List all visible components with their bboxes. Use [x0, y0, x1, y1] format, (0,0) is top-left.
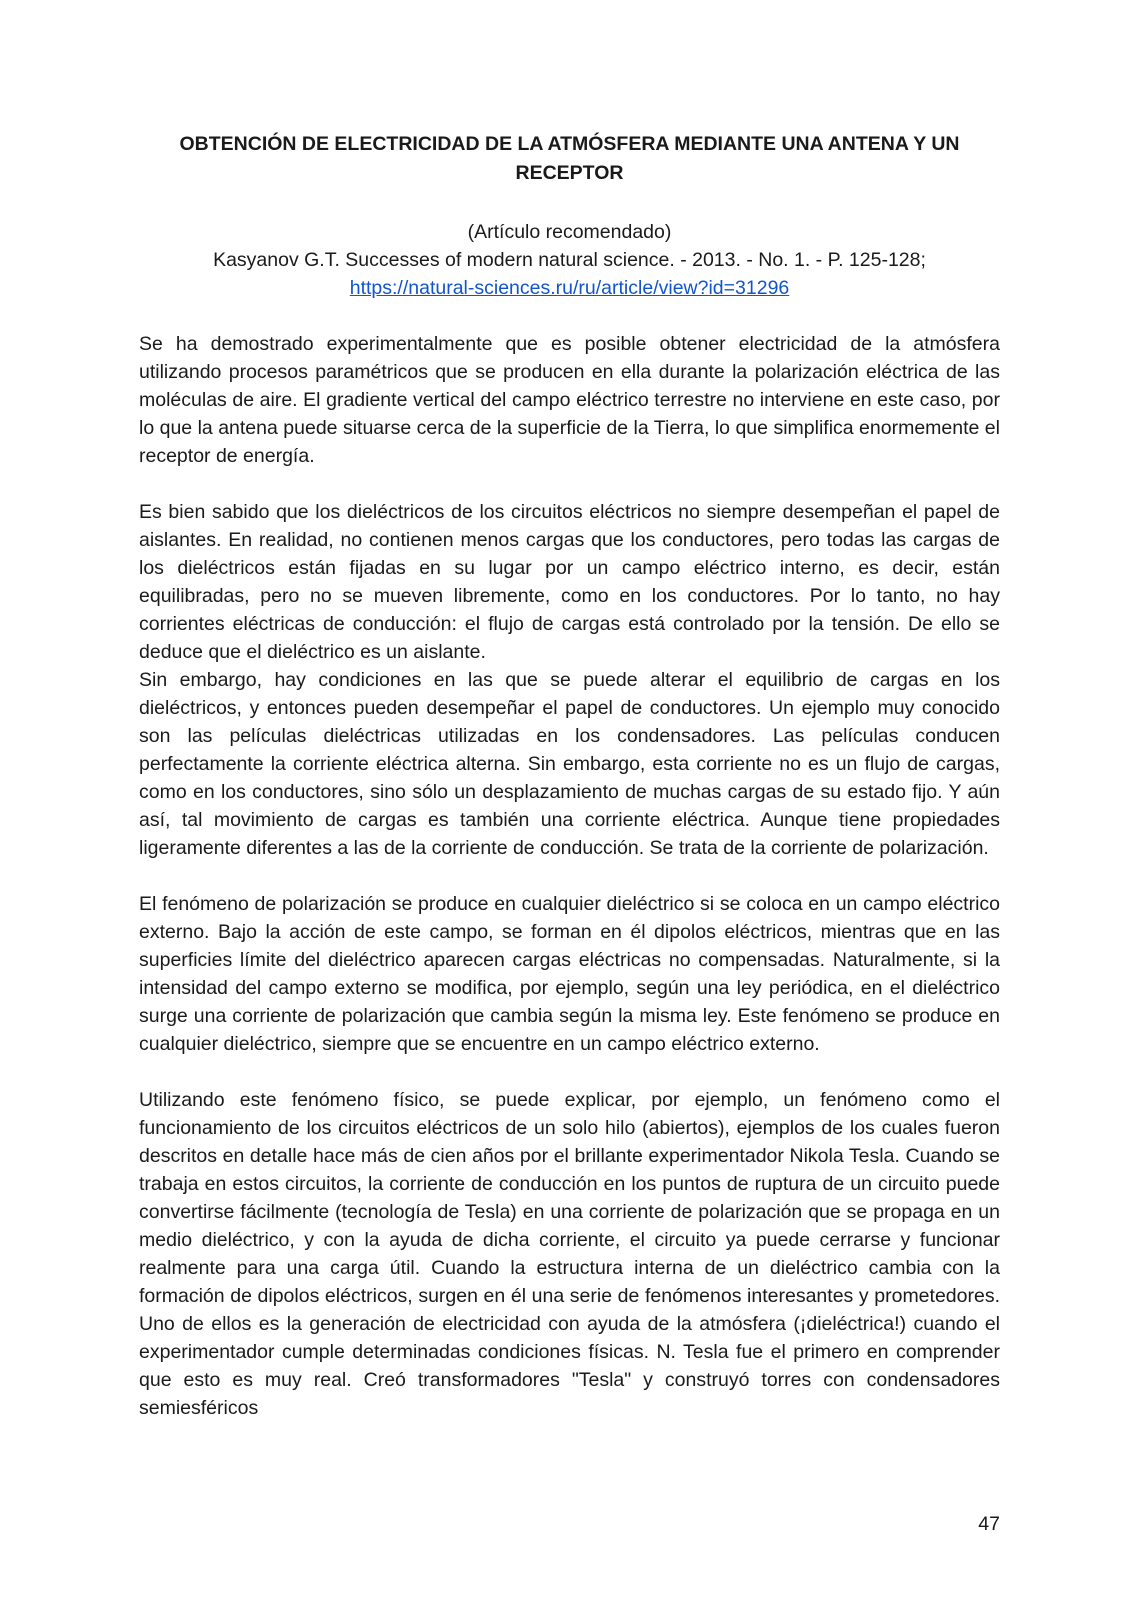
- article-link[interactable]: https://natural-sciences.ru/ru/article/view?id=31296: [349, 277, 790, 299]
- recommendation-note: (Artículo recomendado): [467, 221, 672, 243]
- page-number: 47: [978, 1513, 1000, 1535]
- paragraph-1: Se ha demostrado experimentalmente que es posible obtener electricidad de la atmósfera utilizando procesos paramétricos que se producen en ella durante la polarización eléctrica de las moléculas de aire. El gradiente vertical del campo eléctrico terrestre no interviene en este caso, por lo que la antena puede situarse cerca de la superficie de la Tierra, lo que simplifica enormemente el receptor de energía.: [139, 333, 1000, 467]
- article-title: OBTENCIÓN DE ELECTRICIDAD DE LA ATMÓSFERA MEDIANTE UNA ANTENA Y UN RECEPTOR: [179, 133, 960, 184]
- article-header: [139, 218, 1000, 302]
- paragraph-4: El fenómeno de polarización se produce en cualquier dieléctrico si se coloca en un campo eléctrico externo. Bajo la acción de este campo, se forman en él dipolos eléctricos, mientras que en las superficies límite del dieléctrico aparecen cargas eléctricas no compensadas. Naturalmente, si la intensidad del campo externo se modifica, por ejemplo, según una ley periódica, en el dieléctrico surge una corriente de polarización que cambia según la misma ley. Este fenómeno se produce en cualquier dieléctrico, siempre que se encuentre en un campo eléctrico externo.: [139, 893, 1000, 1055]
- citation: Kasyanov G.T. Successes of modern natural science. - 2013. - No. 1. - P. 125-128;: [213, 249, 926, 271]
- paragraph-2: Es bien sabido que los dieléctricos de los circuitos eléctricos no siempre desempeñan el papel de aislantes. En realidad, no contienen menos cargas que los conductores, pero todas las cargas de los dieléctricos están fijadas en su lugar por un campo eléctrico interno, es decir, están equilibradas, pero no se mueven libremente, como en los conductores. Por lo tanto, no hay corrientes eléctricas de conducción: el flujo de cargas está controlado por la tensión. De ello se deduce que el dieléctrico es un aislante.: [139, 501, 1000, 663]
- paragraph-3: Sin embargo, hay condiciones en las que se puede alterar el equilibrio de cargas en los dieléctricos, y entonces pueden desempeñar el papel de conductores. Un ejemplo muy conocido son las películas dieléctricas utilizadas en los condensadores. Las películas conducen perfectamente la corriente eléctrica alterna. Sin embargo, esta corriente no es un flujo de cargas, como en los conductores, sino sólo un desplazamiento de muchas cargas de su estado fijo. Y aún así, tal movimiento de cargas es también una corriente eléctrica. Aunque tiene propiedades ligeramente diferentes a las de la corriente de conducción. Se trata de la corriente de polarización.: [139, 669, 1000, 859]
- article-body: [139, 330, 1000, 1422]
- document-page: [139, 130, 1000, 1422]
- paragraph-5: Utilizando este fenómeno físico, se puede explicar, por ejemplo, un fenómeno como el funcionamiento de los circuitos eléctricos de un solo hilo (abiertos), ejemplos de los cuales fueron descritos en detalle hace más de cien años por el brillante experimentador Nikola Tesla. Cuando se trabaja en estos circuitos, la corriente de conducción en los puntos de ruptura de un circuito puede convertirse fácilmente (tecnología de Tesla) en una corriente de polarización que se propaga en un medio dieléctrico, y con la ayuda de dicha corriente, el circuito ya puede cerrarse y funcionar realmente para una carga útil. Cuando la estructura interna de un dieléctrico cambia con la formación de dipolos eléctricos, surgen en él una serie de fenómenos interesantes y prometedores. Uno de ellos es la generación de electricidad con ayuda de la atmósfera (¡dieléctrica!) cuando el experimentador cumple determinadas condiciones físicas. N. Tesla fue el primero en comprender que esto es muy real. Creó transformadores "Tesla" y construyó torres con condensadores semiesféricos: [139, 1089, 1000, 1419]
